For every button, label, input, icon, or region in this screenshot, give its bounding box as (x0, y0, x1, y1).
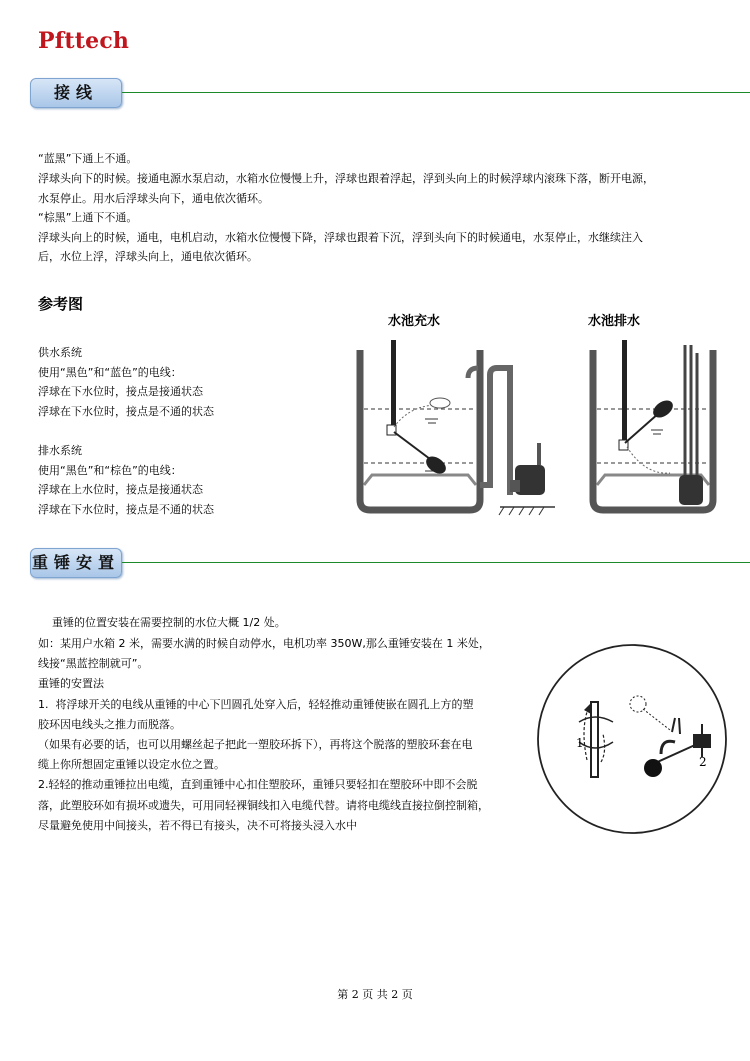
page-footer: 第 2 页 共 2 页 (337, 988, 413, 1001)
tank-drain-diagram (585, 335, 725, 520)
step-label-2: 2 (699, 755, 707, 769)
text-line: 落，此塑胶环如有损坏或遗失，可用同轻裸铜线扣入电缆代替。请将电缆线直接拉倒控制箱， (38, 799, 489, 812)
tank-fill-diagram (350, 335, 565, 520)
text-line: “棕黑”上通下不通。 (38, 211, 138, 224)
text-line: 排水系统 (38, 444, 82, 457)
text-line: 2.轻轻的推动重锤拉出电缆，直到重锤中心扣住塑胶环，重锤只要轻扣在塑胶环中即不会脱 (38, 778, 478, 791)
text-line: 线接“黑蓝控制就可”。 (38, 657, 149, 670)
text-line: 胶环因电线头之推力而脱落。 (38, 718, 181, 731)
text-line: 使用“黑色”和“蓝色”的电线： (38, 366, 182, 379)
text-line: 浮球在上水位时，接点是接通状态 (38, 483, 203, 496)
text-line: 重锤的位置安装在需要控制的水位大概 1/2 处。 (38, 616, 286, 629)
fill-figure-caption: 水池充水 (388, 314, 441, 329)
text-line: 浮球头向上的时候，通电，电机启动，水箱水位慢慢下降，浮球也跟着下沉，浮到头向下的时候通电，水泵停止，水继续注入 (38, 231, 643, 244)
text-line: 尽量避免使用中间接头，若不得已有接头，决不可将接头浸入水中 (38, 819, 357, 832)
text-line: 如：某用户水箱 2 米，需要水满的时候自动停水，电机功率 350W,那么重锤安装在 1 米处， (38, 637, 490, 650)
weight-install-diagram (535, 642, 730, 837)
section-title: 重锤安置 (30, 548, 122, 578)
reference-title: 参考图 (38, 295, 84, 313)
text-line: （如果有必要的话，也可以用螺丝起子把此一塑胶环拆下），再将这个脱落的塑胶环套在电 (38, 738, 473, 751)
text-line: 后，水位上浮，浮球头向上，通电依次循环。 (38, 250, 258, 263)
text-line: 缆上你所想固定重锤以设定水位之置。 (38, 758, 225, 771)
step-label-1: 1 (576, 736, 584, 750)
text-line: “蓝黑”下通上不通。 (38, 152, 138, 165)
section-divider (122, 92, 750, 93)
text-line: 1. 将浮球开关的电线从重锤的中心下凹圆孔处穿入后，轻轻推动重锤使嵌在圆孔上方的塑 (38, 698, 474, 711)
company-logo: Pfttech (38, 28, 130, 54)
text-line: 浮球头向下的时候。接通电源水泵启动，水箱水位慢慢上升，浮球也跟着浮起，浮到头向上的时候浮球内滚珠下落，断开电源， (38, 172, 654, 185)
section-divider (122, 562, 750, 563)
text-line: 使用“黑色”和“棕色”的电线： (38, 464, 182, 477)
drain-figure-caption: 水池排水 (588, 314, 641, 329)
text-line: 供水系统 (38, 346, 82, 359)
text-line: 水泵停止。用水后浮球头向下，通电依次循环。 (38, 192, 269, 205)
text-line: 浮球在下水位时，接点是接通状态 (38, 385, 203, 398)
text-line: 浮球在下水位时，接点是不通的状态 (38, 405, 214, 418)
text-line: 重锤的安置法 (38, 677, 104, 690)
text-line: 浮球在下水位时，接点是不通的状态 (38, 503, 214, 516)
section-title: 接线 (30, 78, 122, 108)
